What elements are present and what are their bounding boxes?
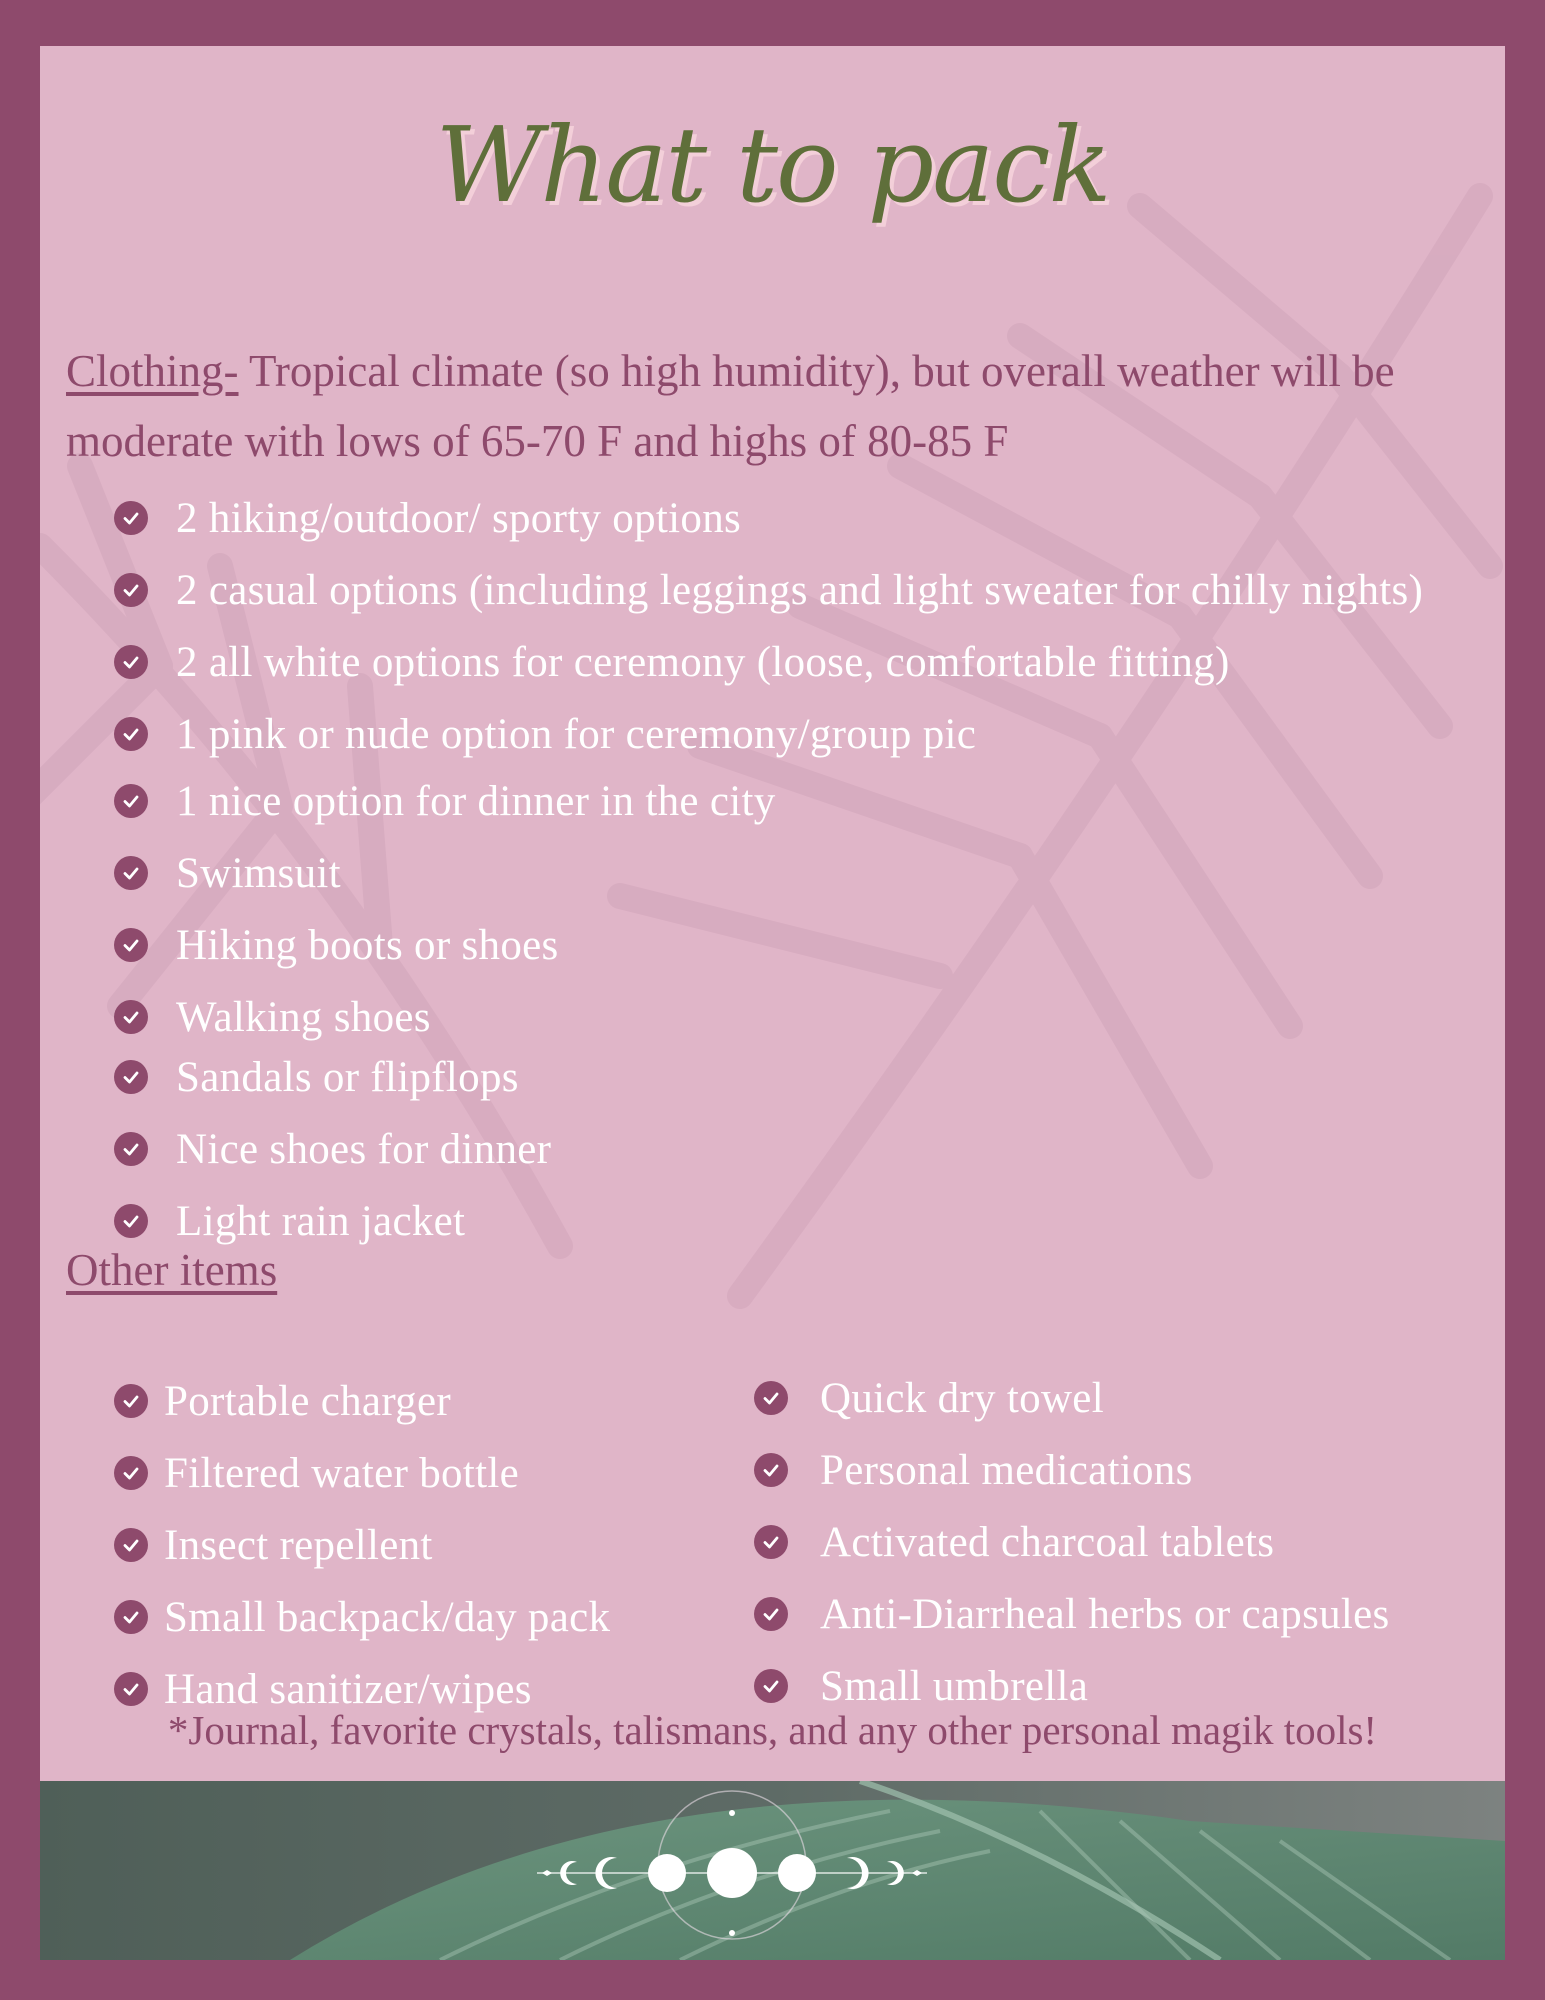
clothing-intro-line-1 bbox=[66, 336, 1476, 406]
footnote: *Journal, favorite crystals, talismans, and any other personal magik tools! bbox=[167, 1707, 1378, 1753]
check-circle-icon bbox=[754, 1525, 788, 1559]
list-item: Insect repellent bbox=[114, 1520, 433, 1570]
list-item: Walking shoes bbox=[114, 992, 431, 1042]
check-circle-icon bbox=[114, 573, 148, 607]
list-item: Hand sanitizer/wipes bbox=[114, 1664, 532, 1714]
check-circle-icon bbox=[754, 1669, 788, 1703]
list-item: Anti-Diarrheal herbs or capsules bbox=[754, 1589, 1390, 1639]
list-item: 2 casual options (including leggings and light sweater for chilly nights) bbox=[114, 565, 1423, 615]
list-item: Hiking boots or shoes bbox=[114, 920, 559, 970]
check-circle-icon bbox=[114, 1132, 148, 1166]
list-item: Quick dry towel bbox=[754, 1373, 1104, 1423]
check-circle-icon bbox=[114, 1672, 148, 1706]
list-item: Small backpack/day pack bbox=[114, 1592, 610, 1642]
list-item: Activated charcoal tablets bbox=[754, 1517, 1274, 1567]
list-item: Small umbrella bbox=[754, 1661, 1088, 1711]
other-items-heading: Other items bbox=[66, 1245, 278, 1295]
clothing-description-line-2: moderate with lows of 65-70 F and highs of 80-85 F bbox=[66, 416, 1009, 466]
list-item: Portable charger bbox=[114, 1376, 451, 1426]
check-circle-icon bbox=[114, 928, 148, 962]
clothing-description-line-1: Tropical climate (so high humidity), but overall weather will be bbox=[238, 346, 1395, 396]
list-item: Swimsuit bbox=[114, 848, 341, 898]
page-title: What to pack bbox=[435, 104, 1110, 226]
check-circle-icon bbox=[114, 1204, 148, 1238]
list-item: 2 all white options for ceremony (loose, comfortable fitting) bbox=[114, 637, 1230, 687]
palm-leaf-icon bbox=[40, 1781, 1505, 1960]
clothing-heading: Clothing- bbox=[66, 346, 239, 396]
check-circle-icon bbox=[114, 1600, 148, 1634]
check-circle-icon bbox=[114, 501, 148, 535]
check-circle-icon bbox=[114, 645, 148, 679]
list-item: 1 pink or nude option for ceremony/group pic bbox=[114, 709, 976, 759]
check-circle-icon bbox=[754, 1597, 788, 1631]
check-circle-icon bbox=[114, 717, 148, 751]
list-item: 2 hiking/outdoor/ sporty options bbox=[114, 493, 741, 543]
check-circle-icon bbox=[114, 784, 148, 818]
check-circle-icon bbox=[114, 1528, 148, 1562]
packing-list-page bbox=[40, 46, 1505, 1960]
list-item: Filtered water bottle bbox=[114, 1448, 519, 1498]
check-circle-icon bbox=[114, 1060, 148, 1094]
list-item: Light rain jacket bbox=[114, 1196, 465, 1246]
check-circle-icon bbox=[114, 1384, 148, 1418]
check-circle-icon bbox=[754, 1381, 788, 1415]
list-item: Nice shoes for dinner bbox=[114, 1124, 551, 1174]
check-circle-icon bbox=[114, 1456, 148, 1490]
check-circle-icon bbox=[114, 1000, 148, 1034]
check-circle-icon bbox=[754, 1453, 788, 1487]
list-item: Sandals or flipflops bbox=[114, 1052, 519, 1102]
check-circle-icon bbox=[114, 856, 148, 890]
list-item: Personal medications bbox=[754, 1445, 1193, 1495]
list-item: 1 nice option for dinner in the city bbox=[114, 776, 776, 826]
